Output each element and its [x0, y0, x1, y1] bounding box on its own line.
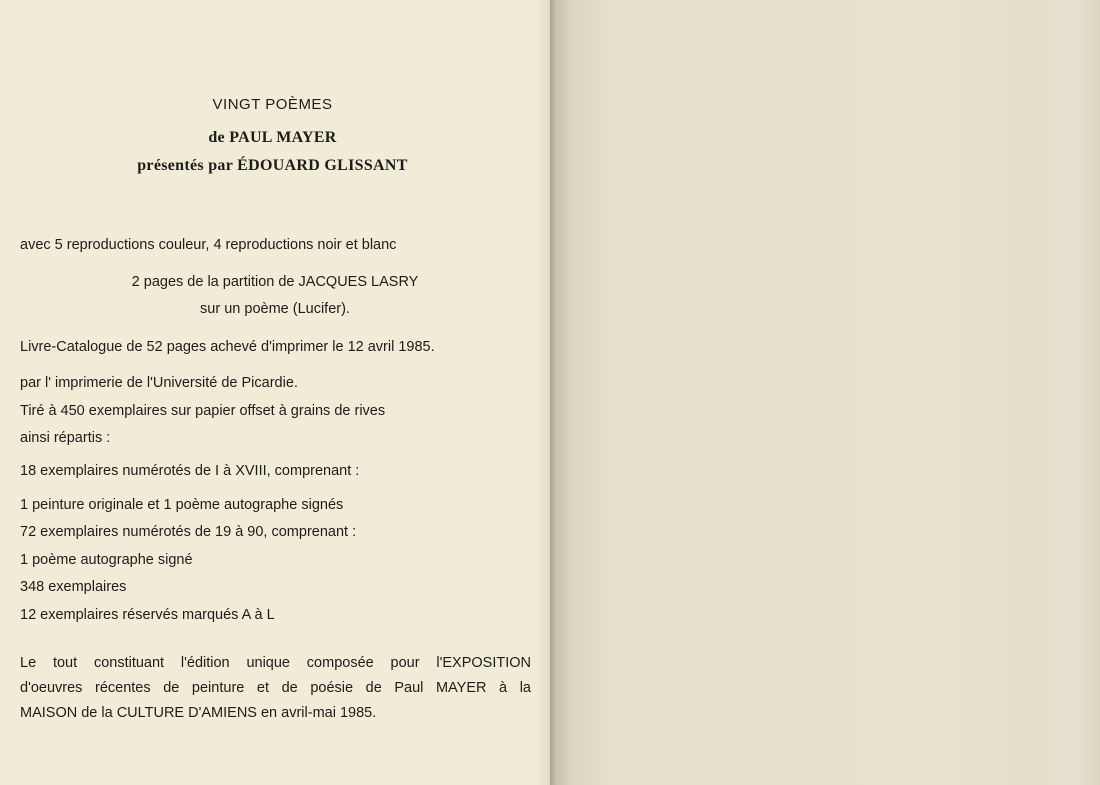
edition-line-3: 72 exemplaires numérotés de 19 à 90, comprenant :	[20, 524, 357, 540]
distribution-line: ainsi répartis :	[20, 430, 111, 446]
author-line: de PAUL MAYER	[208, 129, 337, 146]
print-run-line: Tiré à 450 exemplaires sur papier offset à grains de rives	[20, 403, 386, 419]
closing-line-3: MAISON de la CULTURE D'AMIENS en avril-mai 1985.	[20, 705, 377, 721]
printer-line: par l' imprimerie de l'Université de Picardie.	[20, 375, 298, 391]
edition-line-1: 18 exemplaires numérotés de I à XVIII, comprenant :	[20, 463, 360, 479]
closing-line-1: Le tout constituant l'édition unique composée pour l'EXPOSITION	[20, 655, 531, 671]
gutter-shadow	[536, 0, 550, 785]
book-title: VINGT POÈMES	[212, 96, 333, 113]
reproductions-line: avec 5 reproductions couleur, 4 reproductions noir et blanc	[20, 237, 397, 253]
right-page-blank	[550, 0, 1100, 785]
closing-line-2: d'oeuvres récentes de peinture et de poésie de Paul MAYER à la	[20, 680, 531, 696]
partition-line-1: 2 pages de la partition de JACQUES LASRY	[131, 274, 419, 290]
edition-line-2: 1 peinture originale et 1 poème autographe signés	[20, 497, 344, 513]
edition-line-5: 348 exemplaires	[20, 579, 127, 595]
presenter-line: présentés par ÉDOUARD GLISSANT	[137, 157, 408, 174]
partition-line-2: sur un poème (Lucifer).	[200, 301, 350, 317]
catalogue-line: Livre-Catalogue de 52 pages achevé d'imprimer le 12 avril 1985.	[20, 339, 435, 355]
edition-line-6: 12 exemplaires réservés marqués A à L	[20, 607, 275, 623]
edition-line-4: 1 poème autographe signé	[20, 552, 193, 568]
